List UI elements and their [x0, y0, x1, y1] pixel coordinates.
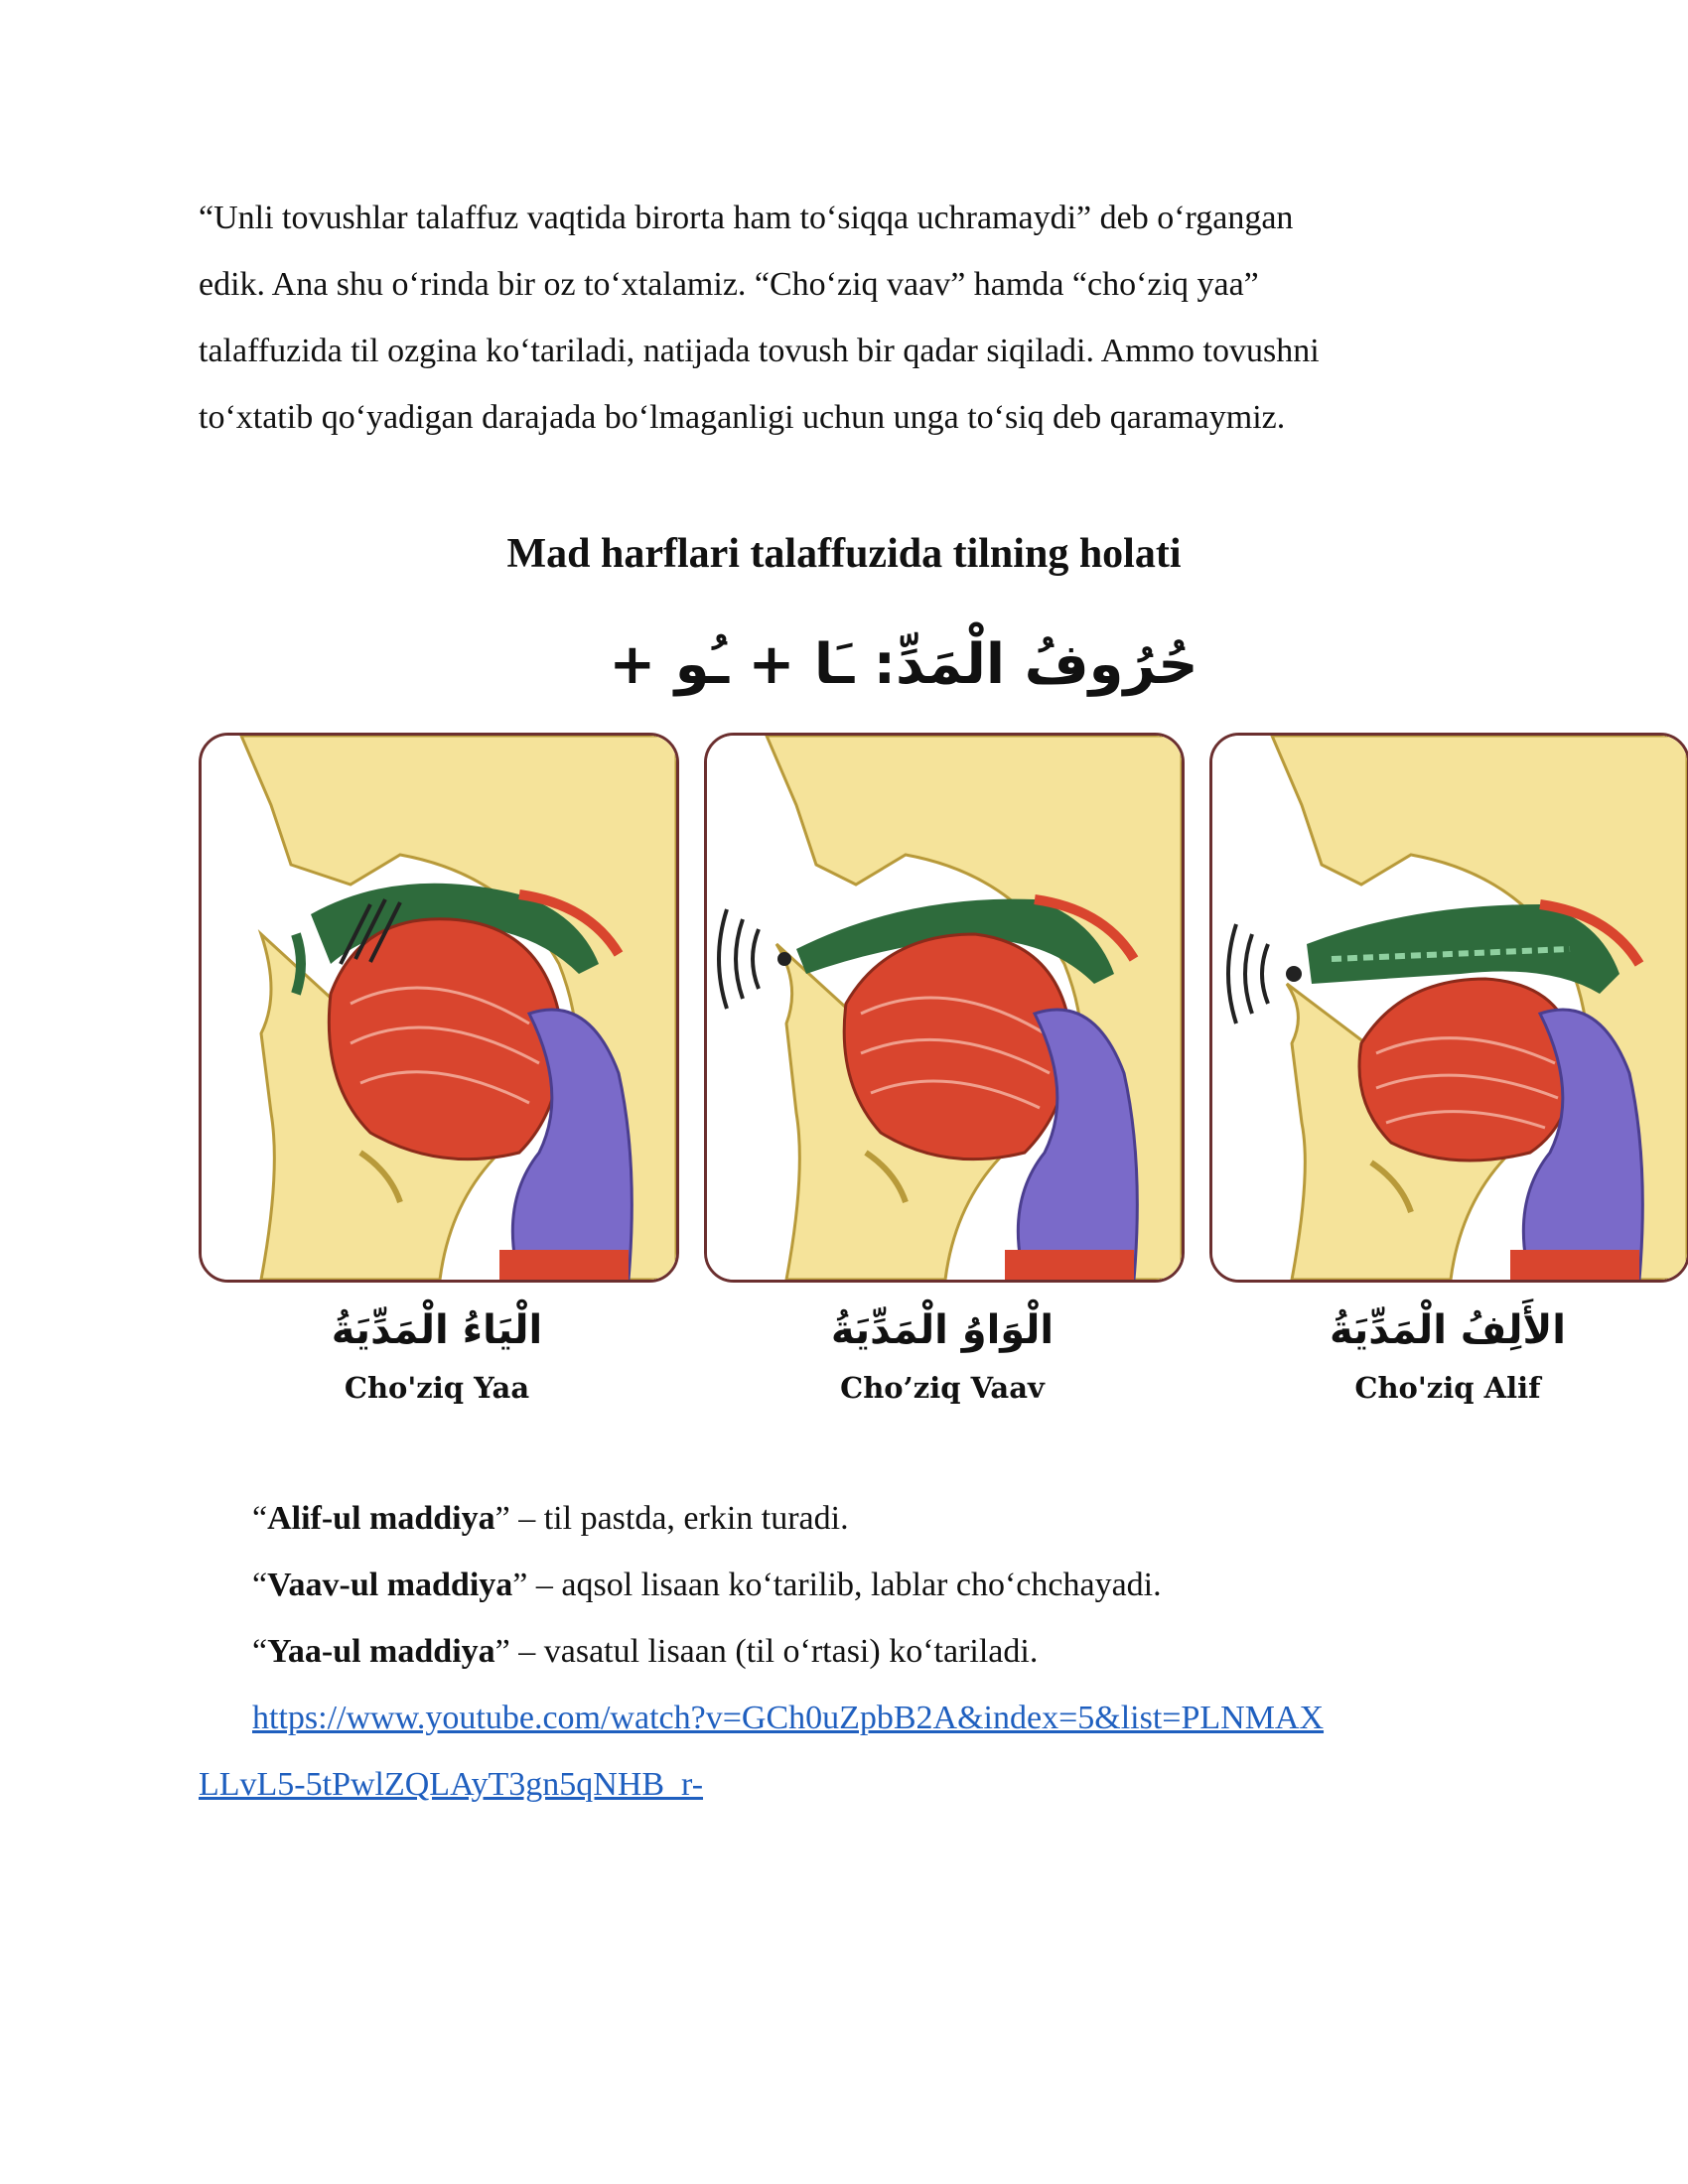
- caption-arabic-vaav: الْوَاوُ الْمَدِّيَةُ: [830, 1307, 1055, 1353]
- definition-term: Alif-ul maddiya: [267, 1500, 495, 1537]
- caption-alif: Cho'ziq Alif: [1354, 1371, 1541, 1405]
- intro-line: “Unli tovushlar talaffuz vaqtida birorta ham to‘siqqa uchramaydi” deb o‘rgangan: [199, 200, 1294, 236]
- mouth-cross-section-vaav-icon: [707, 736, 1182, 1280]
- youtube-link-line-2[interactable]: LLvL5-5tPwlZQLAyT3gn5qNHB_r-: [199, 1766, 704, 1803]
- definition-text: ” – til pastda, erkin turadi.: [494, 1500, 849, 1537]
- figure-panel-alif: [1209, 733, 1688, 1283]
- intro-paragraph: [199, 185, 1489, 451]
- definition-vaav: [252, 1552, 1162, 1618]
- intro-line: talaffuzida til ozgina ko‘tariladi, natijada tovush bir qadar siqiladi. Ammo tovushni: [199, 333, 1320, 369]
- quote-open: “: [252, 1567, 268, 1603]
- quote-open: “: [252, 1633, 268, 1670]
- caption-vaav: Cho’ziq Vaav: [840, 1371, 1045, 1405]
- youtube-link-line-1[interactable]: https://www.youtube.com/watch?v=GCh0uZpbB2A&index=5&list=PLNMAX: [252, 1700, 1325, 1736]
- definition-text: ” – aqsol lisaan ko‘tarilib, lablar cho‘chchayadi.: [512, 1567, 1162, 1603]
- definition-yaa: [252, 1618, 1038, 1685]
- youtube-link[interactable]: [199, 1685, 1489, 1818]
- caption-arabic-yaa: الْيَاءُ الْمَدِّيَةُ: [331, 1307, 543, 1353]
- definition-text: ” – vasatul lisaan (til o‘rtasi) ko‘tariladi.: [494, 1633, 1039, 1670]
- definition-term: Vaav-ul maddiya: [267, 1567, 513, 1603]
- figure-panel-yaa: [199, 733, 679, 1283]
- figure-heading-arabic: حُرُوفُ الْمَدِّ: ـَا + ـُو +: [609, 632, 1198, 697]
- quote-open: “: [252, 1500, 268, 1537]
- caption-arabic-alif: الأَلِفُ الْمَدِّيَةُ: [1329, 1307, 1566, 1353]
- section-title: Mad harflari talaffuzida tilning holati: [506, 531, 1182, 577]
- intro-line: to‘xtatib qo‘yadigan darajada bo‘lmaganligi uchun unga to‘siq deb qaramaymiz.: [199, 399, 1286, 436]
- figure-panel-vaav: [704, 733, 1185, 1283]
- definition-term: Yaa-ul maddiya: [267, 1633, 495, 1670]
- mouth-cross-section-yaa-icon: [202, 736, 676, 1280]
- mouth-cross-section-alif-icon: [1212, 736, 1687, 1280]
- caption-yaa: Cho'ziq Yaa: [344, 1371, 530, 1405]
- definition-alif: [252, 1485, 849, 1552]
- intro-line: edik. Ana shu o‘rinda bir oz to‘xtalamiz. “Cho‘ziq vaav” hamda “cho‘ziq yaa”: [199, 266, 1259, 303]
